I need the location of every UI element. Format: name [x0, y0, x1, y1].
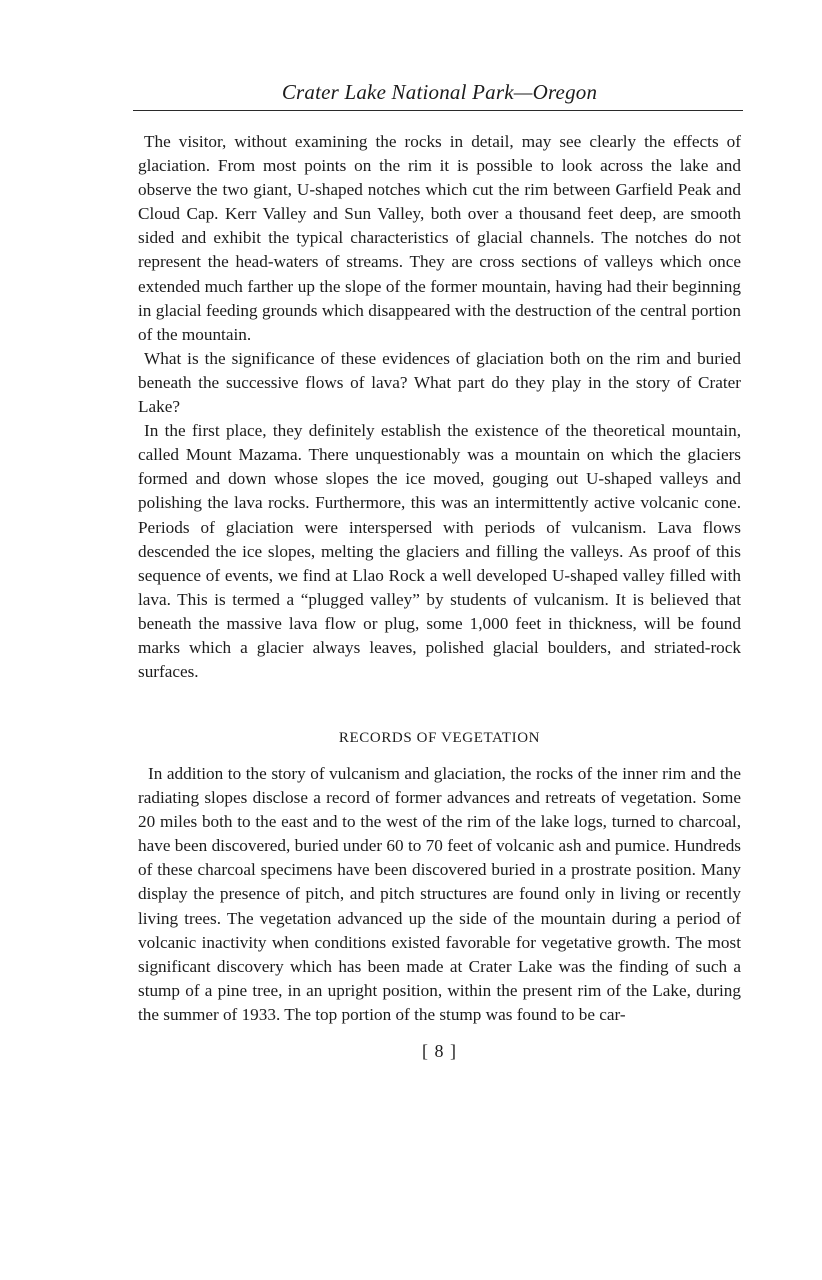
section-heading: RECORDS OF VEGETATION — [338, 730, 541, 746]
paragraph-vegetation-records: In addition to the story of vulcanism and glaciation, the rocks of the inner rim and the radiating slopes disclose a record of former advances and retreats of vegetation. Some 20 miles both to the east and to the west of the rim of the lake logs, turned to charcoal, have been discovered, buried under 60 to 70 feet of volcanic ash and pumice. Hundreds of these charcoal specimens have been discovered buried in a prostrate position. Many display the presence of pitch, and pitch structures are found only in living or recently living trees. The vegetation advanced up the side of the mountain during a period of volcanic inactivity when conditions existed favorable for vegetative growth. The most significant discovery which has been made at Crater Lake was the finding of such a stump of a pine tree, in an upright position, within the present rim of the Lake, during the summer of 1933. The top portion of the stump was found to be car- — [138, 764, 741, 1024]
running-head-rule — [133, 110, 743, 111]
paragraph-significance-question: What is the significance of these evidences of glaciation both on the rim and buried beneath the successive flows of lava? What part do they play in the story of Crater Lake? — [138, 348, 741, 417]
body-text — [138, 130, 741, 684]
running-head: Crater Lake National Park—Oregon — [281, 80, 598, 104]
paragraph-glaciation-effects: The visitor, without examining the rocks in detail, may see clearly the effects of glaciation. From most points on the rim it is possible to look across the lake and observe the two giant, U-shaped notches which cut the rim between Garfield Peak and Cloud Cap. Kerr Valley and Sun Valley, both over a thousand feet deep, are smooth sided and exhibit the typical characteristics of glacial channels. The notches do not represent the head-waters of streams. They are cross sections of valleys which once extended much farther up the slope of the former mountain, having had their beginning in glacial feeding grounds which disappeared with the destruction of the central portion of the mountain. — [138, 132, 741, 344]
page-number: [ 8 ] — [422, 1041, 457, 1061]
paragraph-mount-mazama: In the first place, they definitely establish the existence of the theoretical mountain, called Mount Mazama. There unquestionably was a mountain on which the glaciers formed and down whose slopes the ice moved, gouging out U-shaped valleys and polishing the lava rocks. Furthermore, this was an intermittently active volcanic cone. Periods of glaciation were interspersed with periods of vulcanism. Lava flows descended the ice slopes, melting the glaciers and filling the valleys. As proof of this sequence of events, we find at Llao Rock a well developed U-shaped valley filled with lava. This is termed a “plugged valley” by students of vulcanism. It is believed that beneath the massive lava flow or plug, some 1,000 feet in thickness, will be found marks which a glacier always leaves, polished glacial boulders, and striated-rock surfaces. — [138, 421, 741, 682]
section-body-text — [138, 762, 741, 1027]
